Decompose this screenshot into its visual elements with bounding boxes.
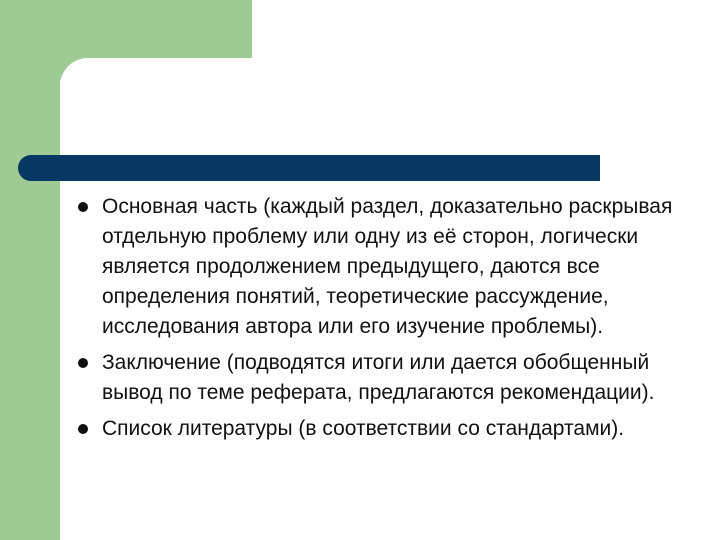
bullet-icon [78, 424, 88, 434]
list-item [72, 414, 708, 444]
bullet-text: Заключение (подводятся итоги или дается обобщенный вывод по теме реферата, предлагаются рекомендации). [102, 351, 655, 404]
bullet-text: Основная часть (каждый раздел, доказательно раскрывая отдельную проблему или одну из её сторон, логически является продолжением предыдущего, даются все определения понятий, теоретические рассуждение, исследования автора или его изучение проблемы). [102, 195, 673, 338]
decorative-green-sidebar [0, 0, 60, 540]
list-item [72, 348, 708, 408]
list-item [72, 192, 708, 342]
bullet-icon [78, 358, 88, 368]
bullet-icon [78, 202, 88, 212]
title-bar [18, 155, 600, 181]
bullet-list [72, 192, 708, 444]
bullet-text: Список литературы (в соответствии со стандартами). [102, 417, 625, 440]
bullet-content [72, 192, 708, 450]
